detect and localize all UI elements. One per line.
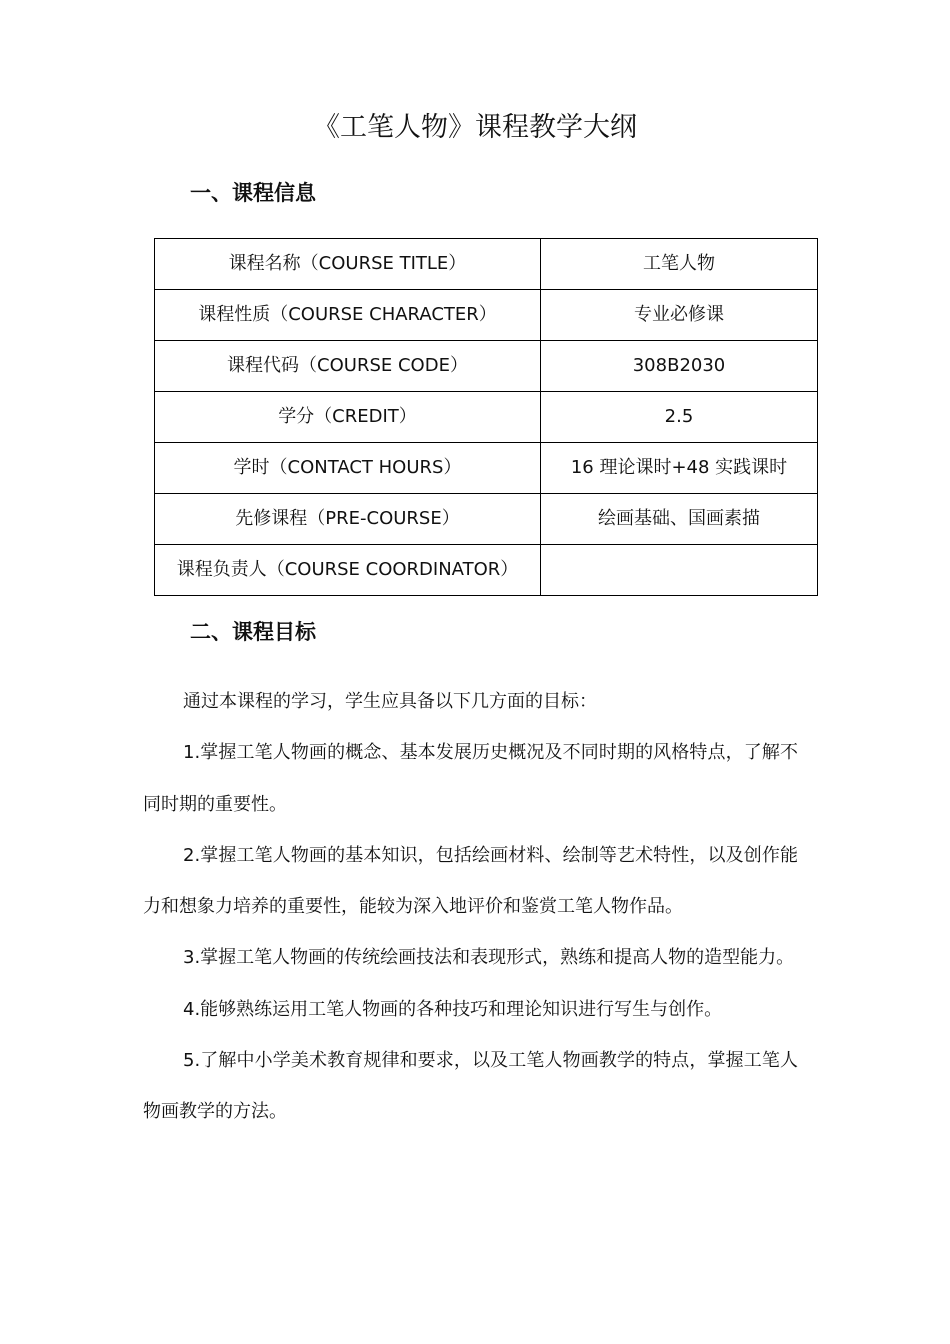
- course-title-label: 课程名称（COURSE TITLE）: [155, 239, 541, 290]
- credit-label: 学分（CREDIT）: [155, 392, 541, 443]
- credit-value: 2.5: [541, 392, 818, 443]
- course-info-table: [154, 238, 818, 596]
- course-code-value: 308B2030: [541, 341, 818, 392]
- course-character-label: 课程性质（COURSE CHARACTER）: [155, 290, 541, 341]
- table-row: [155, 341, 818, 392]
- course-title-value: 工笔人物: [541, 239, 818, 290]
- table-row: [155, 392, 818, 443]
- course-goals-body: [143, 676, 798, 1138]
- course-character-value: 专业必修课: [541, 290, 818, 341]
- course-coordinator-value: [541, 545, 818, 596]
- course-coordinator-label: 课程负责人（COURSE COORDINATOR）: [155, 545, 541, 596]
- goal-item: 2.掌握工笔人物画的基本知识，包括绘画材料、绘制等艺术特性，以及创作能力和想象力培养的重要性，能较为深入地评价和鉴赏工笔人物作品。: [143, 844, 798, 918]
- table-row: [155, 545, 818, 596]
- goal-item: 5.了解中小学美术教育规律和要求，以及工笔人物画教学的特点，掌握工笔人物画教学的方法。: [143, 1050, 798, 1123]
- table-row: [155, 290, 818, 341]
- section-heading-course-goals: 二、课程目标: [190, 620, 316, 644]
- goals-intro: 通过本课程的学习，学生应具备以下几方面的目标：: [183, 691, 597, 712]
- course-code-label: 课程代码（COURSE CODE）: [155, 341, 541, 392]
- table-row: [155, 494, 818, 545]
- document-title: 《工笔人物》课程教学大纲: [313, 112, 637, 143]
- goal-item: 3.掌握工笔人物画的传统绘画技法和表现形式，熟练和提高人物的造型能力。: [183, 947, 795, 969]
- goal-item: 1.掌握工笔人物画的概念、基本发展历史概况及不同时期的风格特点，了解不同时期的重要性。: [143, 742, 798, 815]
- pre-course-value: 绘画基础、国画素描: [541, 494, 818, 545]
- table-row: [155, 443, 818, 494]
- section-heading-course-info: 一、课程信息: [190, 181, 316, 205]
- contact-hours-label: 学时（CONTACT HOURS）: [155, 443, 541, 494]
- contact-hours-value: 16 理论课时+48 实践课时: [541, 443, 818, 494]
- table-row: [155, 239, 818, 290]
- goal-item: 4.能够熟练运用工笔人物画的各种技巧和理论知识进行写生与创作。: [183, 998, 723, 1020]
- pre-course-label: 先修课程（PRE-COURSE）: [155, 494, 541, 545]
